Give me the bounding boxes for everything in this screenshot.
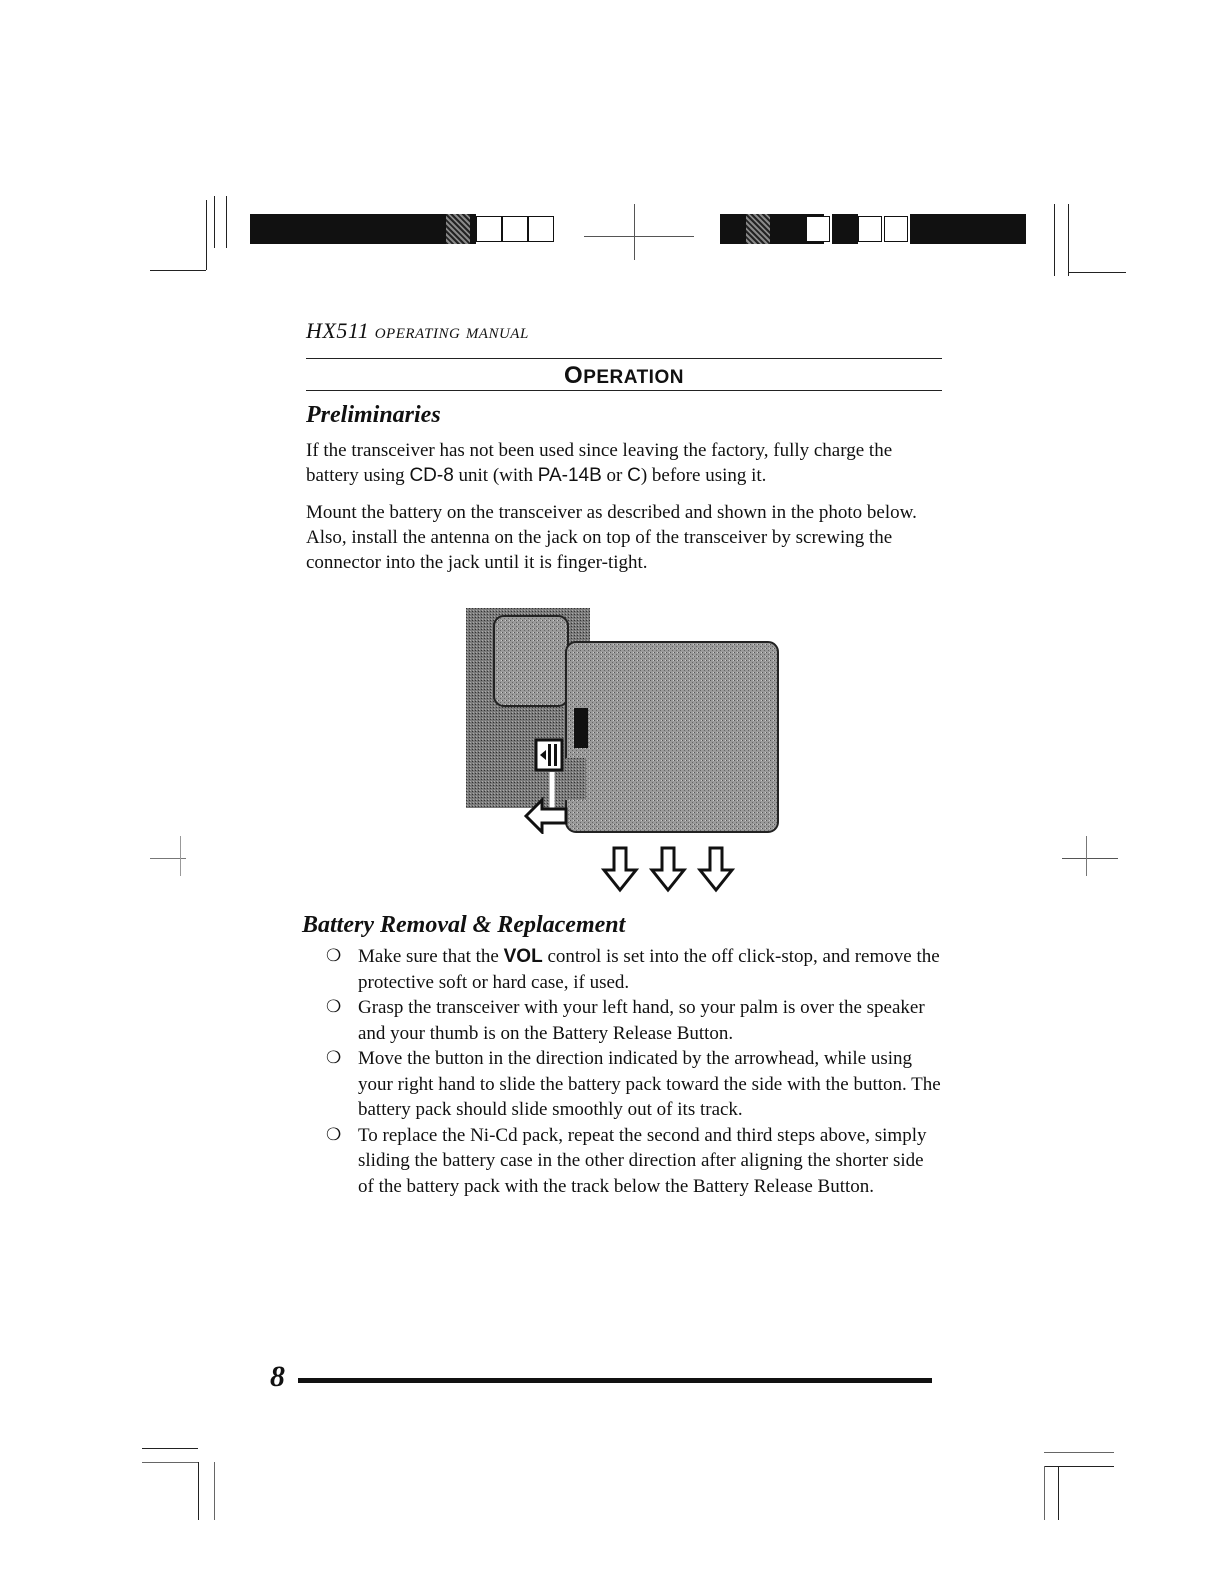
header-rule-top [306, 358, 942, 359]
running-header [306, 318, 529, 344]
down-arrow-icon [604, 848, 732, 890]
down-arrows [600, 844, 750, 894]
color-bar-right [720, 214, 1026, 244]
bullet-icon: ❍ [326, 1048, 342, 1068]
battery-steps-list [326, 944, 941, 1199]
battery-heading: Battery Removal & Replacement [302, 912, 626, 938]
model-name: HX511 [306, 318, 370, 343]
battery-release-photo [466, 608, 780, 834]
bullet-icon: ❍ [326, 1124, 342, 1145]
footer-rule [298, 1378, 932, 1383]
header-rule-bottom [306, 390, 942, 391]
page-number: 8 [270, 1360, 285, 1393]
section-title: OPERATION [564, 362, 684, 389]
color-bar-left [250, 214, 556, 244]
preliminaries-heading: Preliminaries [306, 402, 441, 428]
doc-word-2: MANUAL [465, 326, 529, 342]
doc-word-1: OPERATING [374, 326, 461, 342]
list-item: ❍ Grasp the transceiver with your left hand, so your palm is over the speaker and your thumb is on the Battery Release Button. [326, 997, 925, 1044]
bullet-icon: ❍ [326, 946, 342, 966]
preliminaries-paragraph-1: If the transceiver has not been used since leaving the factory, fully charge the battery using CD-8 unit (with PA-14B or C) before using it. [306, 440, 893, 486]
bullet-icon: ❍ [326, 997, 342, 1017]
list-item: ❍ Move the button in the direction indicated by the arrowhead, while using your right hand to slide the battery pack toward the side with the button. The battery pack should slide smoothly out of its track. [326, 1048, 941, 1120]
list-item: ❍ Make sure that the VOL control is set into the off click-stop, and remove the protective soft or hard case, if used. [326, 946, 940, 993]
preliminaries-paragraph-2: Mount the battery on the transceiver as described and shown in the photo below. Also, install the antenna on the jack on top of the transceiver by screwing the connector into the jack until it is finger-tight. [306, 502, 917, 573]
list-item: ❍ To replace the Ni-Cd pack, repeat the second and third steps above, simply sliding the battery case in the other direction after aligning the shorter side of the battery pack with the track below the Battery Release Button. [326, 1124, 927, 1197]
